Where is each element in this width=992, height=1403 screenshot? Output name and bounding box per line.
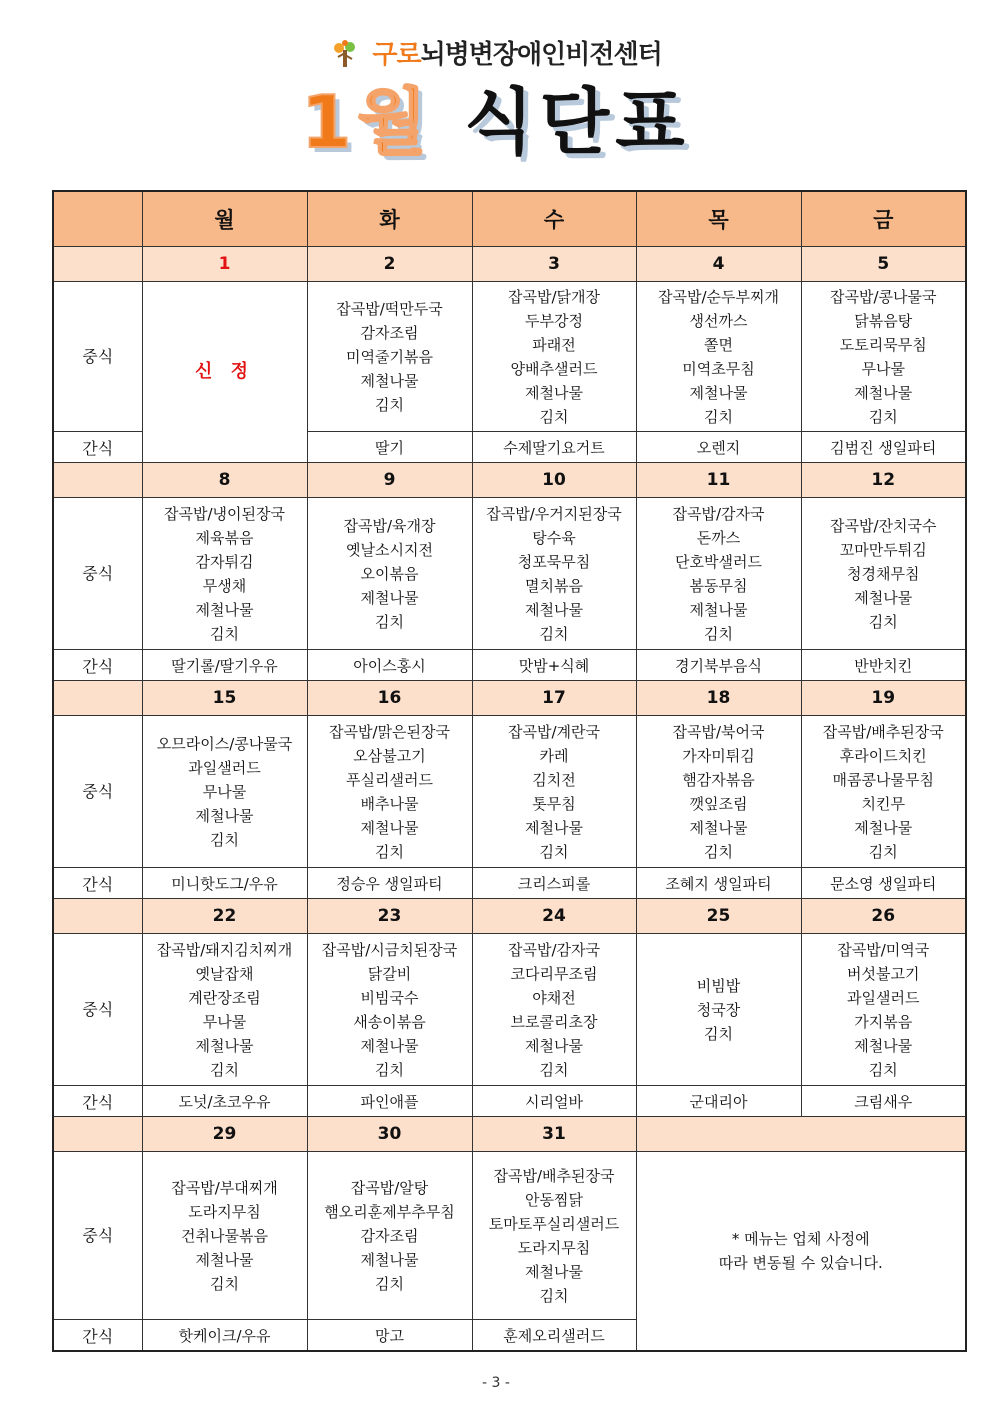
menu-item: 김치 — [539, 624, 569, 643]
menu-item: 톳무침 — [532, 794, 576, 813]
menu-table-body — [53, 191, 966, 1351]
menu-item: 잡곡밥/잔치국수 — [830, 516, 937, 535]
menu-item: 김치 — [539, 1060, 569, 1079]
holiday-text: 신 정 — [194, 361, 255, 382]
date-cell: 1 — [142, 247, 307, 282]
lunch-row — [53, 282, 966, 432]
menu-item: 코다리무조림 — [510, 964, 598, 983]
menu-item: 새송이볶음 — [353, 1012, 426, 1031]
menu-item: 제철나물 — [854, 588, 913, 607]
menu-item: 김치 — [210, 624, 239, 643]
snack-row — [53, 650, 966, 681]
menu-item: 옛날소시지전 — [346, 540, 433, 559]
menu-item: 잡곡밥/맑은된장국 — [329, 722, 450, 741]
snack-cell: 파인애플 — [307, 1086, 472, 1117]
date-cell: 9 — [307, 463, 472, 498]
center-name-highlight: 구로 — [372, 40, 421, 70]
menu-item: 제철나물 — [525, 818, 583, 837]
menu-item: 후라이드치킨 — [839, 746, 927, 765]
date-cell: 26 — [801, 899, 966, 934]
menu-item: 잡곡밥/배추된장국 — [493, 1166, 615, 1185]
center-name — [0, 34, 992, 76]
menu-item: 김치 — [704, 624, 733, 643]
menu-item: 닭갈비 — [367, 964, 412, 983]
lunch-cell — [142, 498, 307, 650]
snack-cell: 조혜지 생일파티 — [636, 868, 801, 899]
date-cell-empty — [636, 1117, 966, 1152]
note-line: * 메뉴는 업체 사정에 — [731, 1230, 870, 1248]
date-row — [53, 1117, 966, 1152]
weekday-header-row — [53, 191, 966, 247]
menu-item: 비빔밥 — [696, 976, 741, 995]
note-line: 따라 변동될 수 있습니다. — [718, 1254, 883, 1272]
menu-item: 잡곡밥/부대찌개 — [171, 1178, 278, 1197]
lunch-row — [53, 1152, 966, 1320]
menu-item: 김치 — [539, 842, 569, 861]
weekday-wed: 수 — [472, 191, 636, 247]
menu-item: 꼬마만두튀김 — [839, 540, 927, 559]
menu-item: 김치 — [868, 1060, 898, 1079]
menu-item: 잡곡밥/배추된장국 — [822, 722, 944, 741]
lunch-cell — [307, 498, 472, 650]
menu-item: 멸치볶음 — [525, 576, 583, 595]
holiday-cell — [142, 282, 307, 463]
date-cell: 31 — [472, 1117, 636, 1152]
menu-item: 가자미튀김 — [682, 746, 755, 765]
date-cell: 5 — [801, 247, 966, 282]
lunch-label: 중식 — [53, 716, 142, 868]
menu-item: 양배추샐러드 — [510, 359, 598, 378]
page-title — [0, 76, 992, 168]
date-cell: 2 — [307, 247, 472, 282]
lunch-cell — [307, 1152, 472, 1320]
date-cell: 16 — [307, 681, 472, 716]
lunch-cell — [307, 282, 472, 432]
date-row-label — [53, 681, 142, 716]
menu-item: 제철나물 — [525, 1036, 583, 1055]
snack-row — [53, 868, 966, 899]
menu-item: 건취나물볶음 — [181, 1226, 268, 1245]
menu-item: 햄감자볶음 — [682, 770, 755, 789]
menu-item: 미역줄기볶음 — [346, 347, 433, 366]
menu-item: 잡곡밥/시금치된장국 — [321, 940, 458, 959]
menu-item: 잡곡밥/육개장 — [343, 516, 436, 535]
menu-item: 제철나물 — [689, 383, 748, 402]
menu-item: 과일샐러드 — [847, 988, 920, 1007]
snack-label: 간식 — [53, 868, 142, 899]
tree-logo-icon — [330, 39, 360, 76]
snack-cell: 딸기롤/딸기우유 — [142, 650, 307, 681]
menu-item: 제철나물 — [689, 818, 748, 837]
lunch-cell — [801, 716, 966, 868]
lunch-label: 중식 — [53, 934, 142, 1086]
menu-item: 파래전 — [532, 335, 576, 354]
date-cell: 29 — [142, 1117, 307, 1152]
menu-item: 비빔국수 — [360, 988, 419, 1007]
snack-cell: 시리얼바 — [472, 1086, 636, 1117]
date-row — [53, 463, 966, 498]
lunch-row — [53, 716, 966, 868]
menu-item: 김치 — [868, 612, 898, 631]
menu-item: 김치 — [210, 1060, 239, 1079]
snack-cell: 도넛/초코우유 — [142, 1086, 307, 1117]
menu-item: 김치 — [210, 1274, 239, 1293]
menu-item: 김치 — [375, 395, 404, 414]
menu-item: 제철나물 — [360, 371, 419, 390]
menu-item: 도토리묵무침 — [839, 335, 927, 354]
page-number: - 3 - — [482, 1375, 510, 1391]
weekday-mon: 월 — [142, 191, 307, 247]
menu-item: 토마토푸실리샐러드 — [488, 1214, 620, 1233]
menu-item: 도라지무침 — [517, 1238, 591, 1257]
menu-item: 제철나물 — [195, 806, 254, 825]
lunch-cell — [142, 1152, 307, 1320]
menu-item: 김치 — [539, 1286, 569, 1305]
lunch-row — [53, 498, 966, 650]
menu-item: 김치 — [375, 842, 404, 861]
menu-item: 김치 — [375, 1060, 404, 1079]
snack-cell: 군대리아 — [636, 1086, 801, 1117]
lunch-cell — [636, 498, 801, 650]
snack-cell: 수제딸기요거트 — [472, 432, 636, 463]
snack-cell: 아이스홍시 — [307, 650, 472, 681]
menu-item: 계란장조림 — [188, 988, 261, 1007]
menu-item: 제철나물 — [854, 1036, 913, 1055]
lunch-cell — [636, 934, 801, 1086]
menu-item: 잡곡밥/냉이된장국 — [164, 504, 285, 523]
menu-item: 생선까스 — [689, 311, 748, 330]
date-cell: 22 — [142, 899, 307, 934]
snack-label: 간식 — [53, 650, 142, 681]
snack-cell: 경기북부음식 — [636, 650, 801, 681]
menu-item: 제철나물 — [195, 600, 254, 619]
menu-item: 제육볶음 — [195, 528, 254, 547]
lunch-cell — [801, 934, 966, 1086]
lunch-cell — [801, 498, 966, 650]
menu-item: 도라지무침 — [188, 1202, 261, 1221]
menu-item: 버섯불고기 — [847, 964, 920, 983]
date-cell: 12 — [801, 463, 966, 498]
menu-item: 돈까스 — [696, 528, 741, 547]
date-cell: 8 — [142, 463, 307, 498]
date-cell: 3 — [472, 247, 636, 282]
lunch-row — [53, 934, 966, 1086]
menu-item: 감자조림 — [360, 323, 419, 342]
date-cell: 10 — [472, 463, 636, 498]
lunch-cell — [472, 1152, 636, 1320]
menu-item: 잡곡밥/돼지김치찌개 — [156, 940, 293, 959]
menu-item: 김치전 — [532, 770, 576, 789]
lunch-cell — [801, 282, 966, 432]
menu-item: 단호박샐러드 — [675, 552, 762, 571]
date-cell: 23 — [307, 899, 472, 934]
menu-item: 제철나물 — [689, 600, 748, 619]
menu-item: 잡곡밥/감자국 — [672, 504, 765, 523]
menu-item: 감자조림 — [360, 1226, 419, 1245]
menu-item: 브로콜리초장 — [510, 1012, 598, 1031]
menu-item: 제철나물 — [854, 383, 913, 402]
date-row — [53, 247, 966, 282]
snack-row — [53, 1086, 966, 1117]
menu-item: 청국장 — [696, 1000, 741, 1019]
menu-item: 배추나물 — [360, 794, 419, 813]
menu-table — [52, 190, 967, 1352]
lunch-label: 중식 — [53, 282, 142, 432]
snack-label: 간식 — [53, 1320, 142, 1352]
menu-item: 잡곡밥/떡만두국 — [336, 299, 443, 318]
menu-item: 김치 — [868, 842, 898, 861]
menu-item: 잡곡밥/닭개장 — [508, 287, 600, 306]
weekday-thu: 목 — [636, 191, 801, 247]
menu-item: 김치 — [704, 407, 733, 426]
menu-item: 깻잎조림 — [689, 794, 748, 813]
date-cell: 25 — [636, 899, 801, 934]
menu-item: 제철나물 — [360, 1250, 419, 1269]
menu-item: 김치 — [868, 407, 898, 426]
menu-item: 푸실리샐러드 — [346, 770, 433, 789]
menu-item: 오삼불고기 — [353, 746, 426, 765]
menu-item: 제철나물 — [525, 600, 583, 619]
snack-cell: 김범진 생일파티 — [801, 432, 966, 463]
menu-item: 제철나물 — [360, 1036, 419, 1055]
menu-item: 제철나물 — [525, 1262, 583, 1281]
menu-item: 제철나물 — [195, 1250, 254, 1269]
menu-item: 제철나물 — [195, 1036, 254, 1055]
menu-item: 야채전 — [532, 988, 576, 1007]
date-row-label — [53, 247, 142, 282]
corner-cell — [53, 191, 142, 247]
menu-item: 치킨무 — [861, 794, 905, 813]
menu-item: 닭볶음탕 — [854, 311, 913, 330]
snack-cell: 크림새우 — [801, 1086, 966, 1117]
date-row-label — [53, 1117, 142, 1152]
snack-cell: 맛밤+식혜 — [472, 650, 636, 681]
menu-item: 탕수육 — [532, 528, 576, 547]
menu-item: 쫄면 — [704, 335, 733, 354]
title-month: 1월 — [301, 80, 433, 164]
menu-item: 잡곡밥/콩나물국 — [830, 287, 937, 306]
menu-item: 청경채무침 — [847, 564, 920, 583]
menu-item: 오므라이스/콩나물국 — [156, 734, 293, 753]
date-row — [53, 899, 966, 934]
menu-note — [636, 1152, 966, 1352]
lunch-cell — [142, 716, 307, 868]
date-cell: 30 — [307, 1117, 472, 1152]
date-row — [53, 681, 966, 716]
menu-item: 제철나물 — [854, 818, 913, 837]
date-row-label — [53, 463, 142, 498]
snack-cell: 문소영 생일파티 — [801, 868, 966, 899]
menu-item: 봄동무침 — [689, 576, 748, 595]
lunch-cell — [307, 934, 472, 1086]
menu-item: 잡곡밥/북어국 — [672, 722, 765, 741]
snack-cell: 훈제오리샐러드 — [472, 1320, 636, 1352]
menu-item: 무나물 — [861, 359, 905, 378]
page-header — [0, 30, 992, 180]
menu-item: 잡곡밥/순두부찌개 — [658, 287, 779, 306]
menu-item: 무나물 — [202, 782, 247, 801]
snack-cell: 핫케이크/우유 — [142, 1320, 307, 1352]
snack-label: 간식 — [53, 1086, 142, 1117]
menu-item: 김치 — [539, 407, 569, 426]
menu-item: 제철나물 — [525, 383, 583, 402]
menu-item: 김치 — [375, 1274, 404, 1293]
date-cell: 4 — [636, 247, 801, 282]
lunch-cell — [636, 716, 801, 868]
lunch-label: 중식 — [53, 1152, 142, 1320]
snack-cell: 미니핫도그/우유 — [142, 868, 307, 899]
lunch-cell — [307, 716, 472, 868]
menu-item: 옛날잡채 — [195, 964, 254, 983]
snack-cell: 반반치킨 — [801, 650, 966, 681]
lunch-cell — [472, 934, 636, 1086]
menu-item: 두부강정 — [525, 311, 583, 330]
menu-item: 카레 — [539, 746, 569, 765]
lunch-label: 중식 — [53, 498, 142, 650]
date-cell: 18 — [636, 681, 801, 716]
menu-item: 제철나물 — [360, 588, 419, 607]
menu-item: 김치 — [375, 612, 404, 631]
center-name-rest: 뇌병변장애인비전센터 — [420, 40, 662, 70]
snack-cell: 정승우 생일파티 — [307, 868, 472, 899]
menu-item: 과일샐러드 — [188, 758, 261, 777]
menu-item: 잡곡밥/감자국 — [508, 940, 600, 959]
menu-item: 무생채 — [202, 576, 247, 595]
date-row-label — [53, 899, 142, 934]
menu-item: 가지볶음 — [854, 1012, 913, 1031]
lunch-cell — [636, 282, 801, 432]
menu-item: 김치 — [210, 830, 239, 849]
title-menu: 식단표 — [464, 80, 691, 164]
snack-cell: 오렌지 — [636, 432, 801, 463]
date-cell: 17 — [472, 681, 636, 716]
date-cell: 19 — [801, 681, 966, 716]
weekday-tue: 화 — [307, 191, 472, 247]
snack-cell: 망고 — [307, 1320, 472, 1352]
menu-item: 김치 — [704, 842, 733, 861]
menu-item: 오이볶음 — [360, 564, 419, 583]
menu-item: 잡곡밥/우거지된장국 — [486, 504, 622, 523]
date-cell: 24 — [472, 899, 636, 934]
menu-item: 감자튀김 — [195, 552, 254, 571]
menu-item: 김치 — [704, 1024, 733, 1043]
menu-item: 매콤콩나물무침 — [832, 770, 934, 789]
menu-item: 제철나물 — [360, 818, 419, 837]
menu-item: 잡곡밥/알탕 — [350, 1178, 429, 1197]
weekday-fri: 금 — [801, 191, 966, 247]
snack-cell: 크리스피롤 — [472, 868, 636, 899]
date-cell: 11 — [636, 463, 801, 498]
snack-cell: 딸기 — [307, 432, 472, 463]
snack-label: 간식 — [53, 432, 142, 463]
lunch-cell — [472, 716, 636, 868]
menu-item: 잡곡밥/계란국 — [508, 722, 600, 741]
menu-item: 안동찜닭 — [525, 1190, 583, 1209]
lunch-cell — [142, 934, 307, 1086]
menu-item: 무나물 — [202, 1012, 247, 1031]
lunch-cell — [472, 282, 636, 432]
menu-item: 햄오리훈제부추무침 — [324, 1202, 455, 1221]
date-cell: 15 — [142, 681, 307, 716]
lunch-cell — [472, 498, 636, 650]
menu-item: 청포묵무침 — [517, 552, 591, 571]
menu-item: 미역초무침 — [682, 359, 755, 378]
menu-item: 잡곡밥/미역국 — [837, 940, 930, 959]
